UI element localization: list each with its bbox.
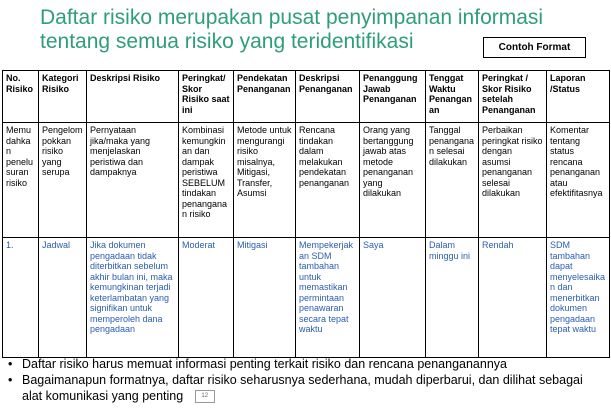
bullet-list xyxy=(6,356,606,404)
header-cell-penanggung-jawab: Penanggung Jawab Penanganan xyxy=(360,71,426,123)
table-cell: Saya xyxy=(360,238,426,358)
table-cell: Mitigasi xyxy=(234,238,296,358)
table-cell: Rendah xyxy=(479,238,547,358)
table-cell: Pernyataan jika/maka yang menjelaskan peristiwa dan dampaknya xyxy=(87,123,179,238)
table-cell: Rencana tindakan dalam melakukan pendekatan penanganan xyxy=(296,123,360,238)
bullet-item xyxy=(6,372,606,404)
table-cell: Metode untuk mengurangi risiko misalnya, Mitigasi, Transfer, Asumsi xyxy=(234,123,296,238)
bullet-dot-icon: • xyxy=(8,357,13,371)
format-label-box: Contoh Format xyxy=(483,37,586,58)
table-cell: Orang yang bertanggung jawab atas metode penanganan yang dilakukan xyxy=(360,123,426,238)
header-cell-deskripsi-penanganan: Deskripsi Penanganan xyxy=(296,71,360,123)
bullet-text: Bagaimanapun formatnya, daftar risiko seharusnya sederhana, mudah diperbarui, dan dilihat sebagai alat komunikasi yang penting xyxy=(22,373,583,403)
table-cell: Pengelompokkan risiko yang serupa xyxy=(39,123,87,238)
table-row-example xyxy=(3,238,610,358)
header-cell-tenggat: Tenggat Waktu Penanganan xyxy=(426,71,479,123)
table-cell: Jadwal xyxy=(39,238,87,358)
table-cell: Memu dahkan penelusuran risiko xyxy=(3,123,39,238)
table-cell: Kombinasi kemungkinan dan dampak peristiwa SEBELUM tindakan penanganan risiko xyxy=(179,123,234,238)
header-cell-pendekatan: Pendekatan Penanganan xyxy=(234,71,296,123)
table-cell: Perbaikan peringkat risiko dengan asumsi penanganan selesai dilakukan xyxy=(479,123,547,238)
table-cell: Jika dokumen pengadaan tidak diterbitkan sebelum akhir bulan ini, maka kemungkinan terjadi keterlambatan yang signifikan untuk memperoleh dana pengadaan xyxy=(87,238,179,358)
table-cell: Moderat xyxy=(179,238,234,358)
table-header-row xyxy=(3,71,610,123)
title-line-2: tentang semua risiko yang teridentifikasi xyxy=(40,30,414,53)
title-line-1: Daftar risiko merupakan pusat penyimpanan informasi xyxy=(40,6,544,29)
header-cell-kategori: Kategori Risiko xyxy=(39,71,87,123)
header-cell-deskripsi-risiko: Deskripsi Risiko xyxy=(87,71,179,123)
bullet-text: Daftar risiko harus memuat informasi penting terkait risiko dan rencana penanganannya xyxy=(22,357,507,371)
header-cell-laporan: Laporan /Status xyxy=(547,71,610,123)
bullet-item xyxy=(6,356,606,372)
risk-register-table xyxy=(2,70,610,358)
header-cell-peringkat-setelah: Peringkat / Skor Risiko setelah Penanganan xyxy=(479,71,547,123)
header-cell-no-risiko: No. Risiko xyxy=(3,71,39,123)
table-cell: Mempekerjakan SDM tambahan untuk memastikan permintaan penawaran secara tepat waktu xyxy=(296,238,360,358)
table-cell: 1. xyxy=(3,238,39,358)
table-cell: Tanggal penanganan selesai dilakukan xyxy=(426,123,479,238)
table-cell: Dalam minggu ini xyxy=(426,238,479,358)
page-number: 12 xyxy=(195,390,215,403)
table-cell: SDM tambahan dapat menyelesaikan dan menerbitkan dokumen pengadaan tepat waktu xyxy=(547,238,610,358)
table-cell: Komentar tentang status rencana penanganan atau efektifitasnya xyxy=(547,123,610,238)
header-cell-peringkat: Peringkat/ Skor Risiko saat ini xyxy=(179,71,234,123)
bullet-dot-icon: • xyxy=(8,373,13,387)
table-row-description xyxy=(3,123,610,238)
